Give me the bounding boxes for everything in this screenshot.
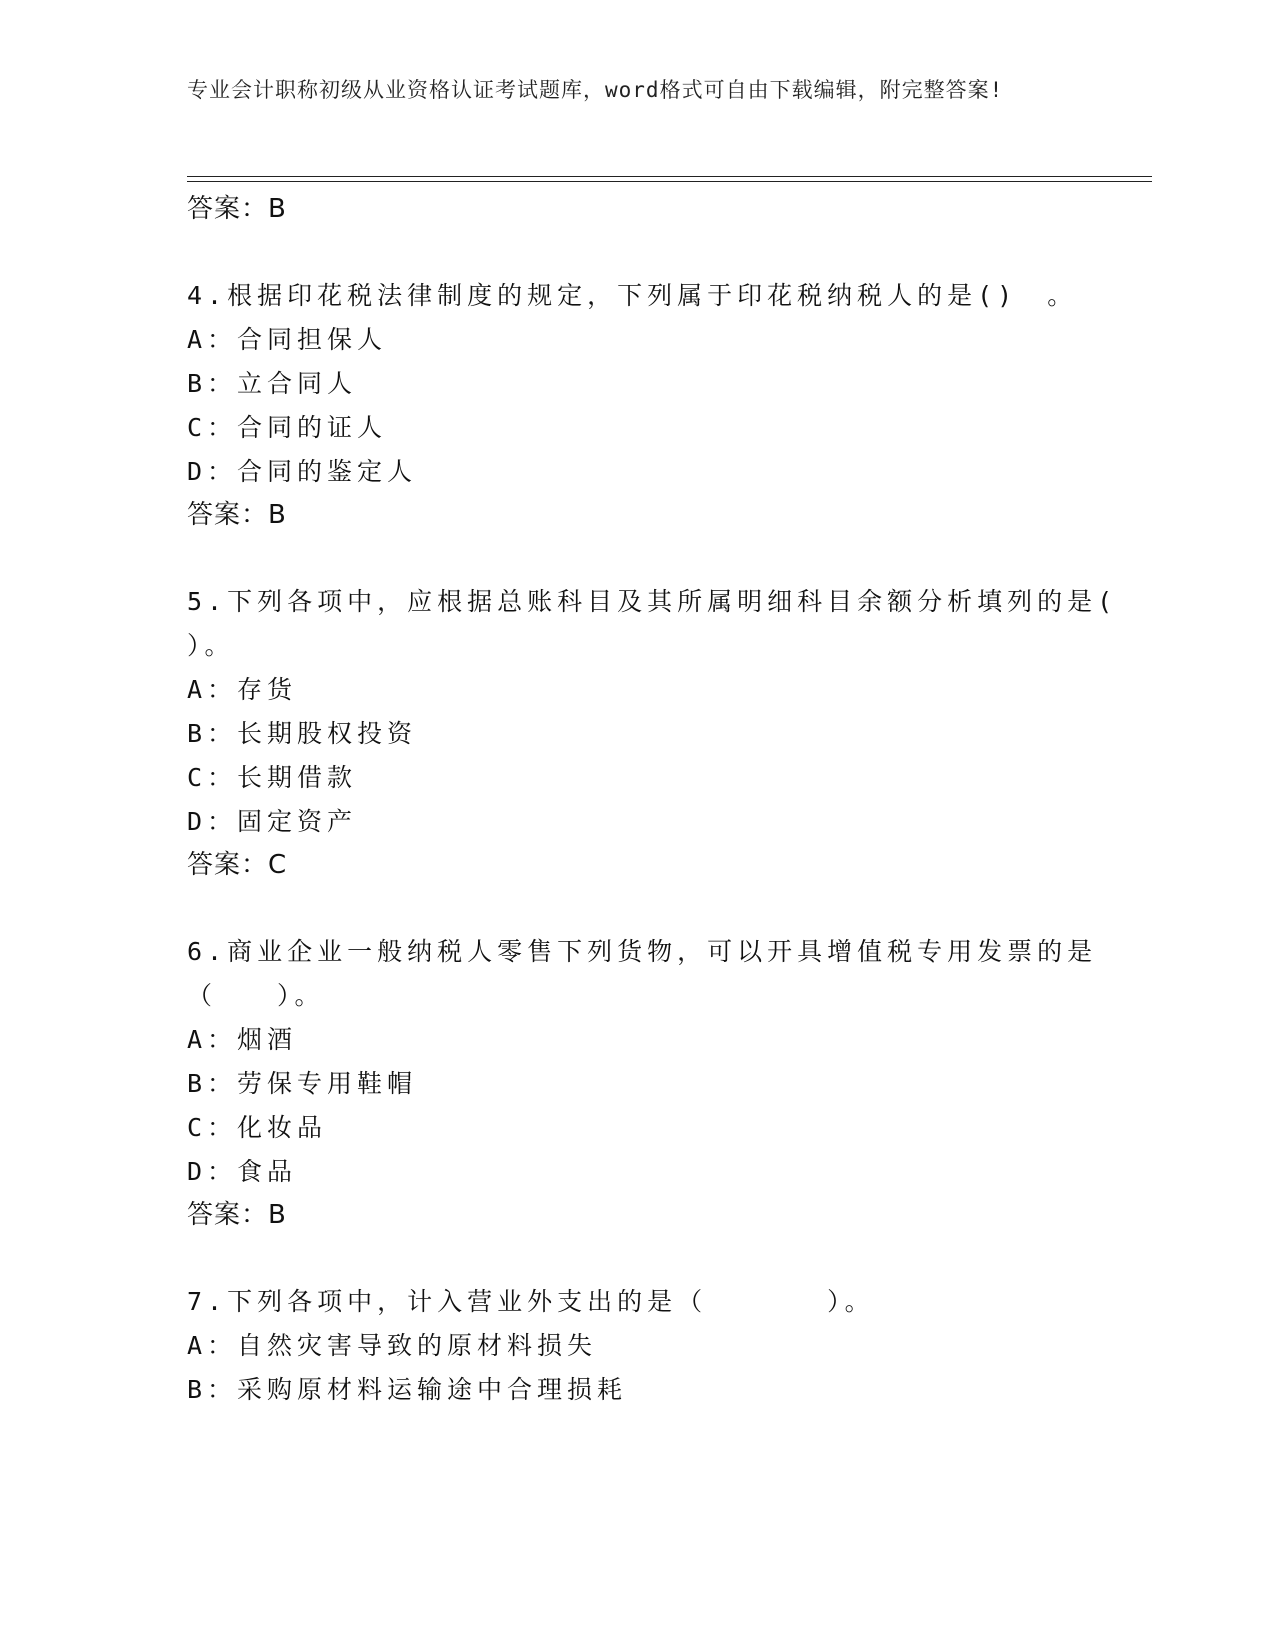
header-rule-top <box>187 176 1152 177</box>
question-stem-continued: （ ）。 <box>187 981 325 1010</box>
option-d: D：固定资产 <box>187 807 358 836</box>
question-stem: 6.商业企业一般纳税人零售下列货物，可以开具增值税专用发票的是 <box>187 937 1098 966</box>
header-text: 专业会计职称初级从业资格认证考试题库，word格式可自由下载编辑，附完整答案! <box>187 78 1004 102</box>
option-b: B：采购原材料运输途中合理损耗 <box>187 1375 628 1404</box>
document-header <box>187 74 1067 106</box>
question-stem: 5.下列各项中，应根据总账科目及其所属明细科目余额分析填列的是( <box>187 587 1118 616</box>
answer-label: 答案：B <box>187 500 287 530</box>
option-b: B：立合同人 <box>187 369 358 398</box>
header-rule-bottom <box>187 181 1152 182</box>
question-stem-continued: ）。 <box>187 631 235 660</box>
option-c: C：化妆品 <box>187 1113 328 1142</box>
option-a: A：烟酒 <box>187 1025 298 1054</box>
option-a: A：存货 <box>187 675 298 704</box>
question-stem: 4.根据印花税法律制度的规定，下列属于印花税纳税人的是() 。 <box>187 281 1078 310</box>
answer-label: 答案：B <box>187 1200 287 1230</box>
answer-label: 答案：C <box>187 850 288 880</box>
option-d: D：合同的鉴定人 <box>187 457 418 486</box>
option-a: A：自然灾害导致的原材料损失 <box>187 1331 598 1360</box>
option-b: B：劳保专用鞋帽 <box>187 1069 418 1098</box>
option-c: C：长期借款 <box>187 763 358 792</box>
option-c: C：合同的证人 <box>187 413 388 442</box>
answer-label: 答案：B <box>187 194 287 224</box>
option-d: D：食品 <box>187 1157 298 1186</box>
option-b: B：长期股权投资 <box>187 719 418 748</box>
option-a: A：合同担保人 <box>187 325 388 354</box>
question-stem: 7.下列各项中，计入营业外支出的是（ ）。 <box>187 1287 875 1316</box>
